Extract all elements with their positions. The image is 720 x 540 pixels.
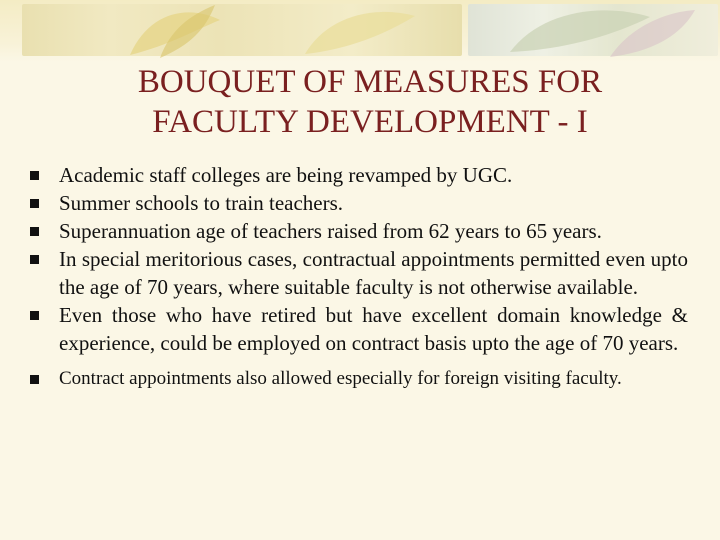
title-line-1: BOUQUET OF MEASURES FOR [137, 64, 603, 100]
bullet-text: Academic staff colleges are being revamped by UGC. [59, 163, 513, 187]
bullet-text: Contract appointments also allowed especially for foreign visiting faculty. [59, 368, 622, 389]
leaf-decoration-icon [300, 4, 420, 59]
bullet-list [30, 161, 688, 393]
bullet-text: Summer schools to train teachers. [59, 191, 344, 215]
leaf-decoration-icon [500, 2, 700, 60]
bullet-text: Even those who have retired but have excellent domain knowledge & experience, could be employed on contract basis upto the age of 70 years. [59, 303, 688, 355]
bullet-item [30, 301, 688, 357]
bullet-item [30, 189, 688, 217]
decorative-banner [0, 0, 720, 62]
title-line-2: FACULTY DEVELOPMENT - I [152, 104, 588, 140]
square-bullet-icon [30, 227, 39, 236]
square-bullet-icon [30, 311, 39, 320]
square-bullet-icon [30, 375, 39, 384]
bullet-item [30, 217, 688, 245]
bullet-item [30, 161, 688, 189]
bullet-text: Superannuation age of teachers raised from 62 years to 65 years. [59, 219, 602, 243]
bullet-item [30, 365, 688, 393]
square-bullet-icon [30, 171, 39, 180]
slide-title [60, 62, 680, 142]
bullet-text: In special meritorious cases, contractual appointments permitted even upto the age of 70 years, where suitable faculty is not otherwise available. [59, 247, 688, 299]
bullet-item [30, 245, 688, 301]
leaf-decoration-icon [120, 0, 230, 60]
square-bullet-icon [30, 199, 39, 208]
square-bullet-icon [30, 255, 39, 264]
